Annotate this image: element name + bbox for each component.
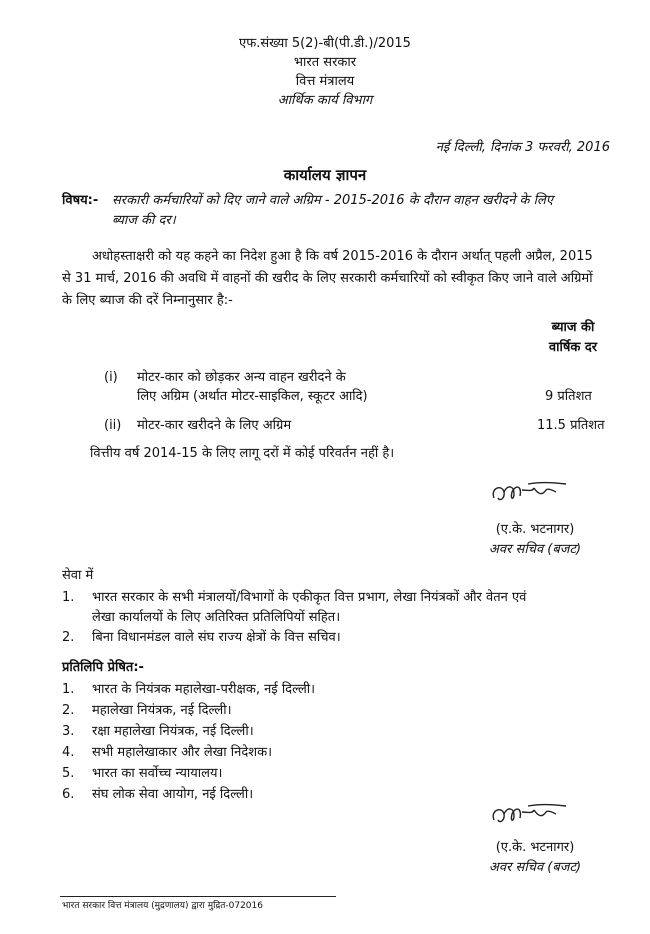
to-item-line-1: बिना विधानमंडल वाले संघ राज्य क्षेत्रों के वित्त सचिव। [92,630,341,645]
rate-item-line-2: लिए अग्रिम (अर्थात मोटर-साइकिल, स्कूटर आदि) [137,389,368,404]
copy-label: प्रतिलिपि प्रेषित:- [62,660,144,675]
rate-item-line-1: मोटर-कार को छोड़कर अन्य वाहन खरीदने के [137,370,346,385]
note-line: वित्तीय वर्ष 2014-15 के लिए लागू दरों में कोई परिवर्तन नहीं है। [90,446,395,461]
government-name: भारत सरकार [293,55,357,70]
copy-item-text: भारत का सर्वोच्च न्यायालय। [92,766,223,781]
copy-item-text: सभी महालेखाकार और लेखा निदेशक। [92,745,273,760]
signature-image [488,800,578,834]
signatory-name: (ए.के. भटनागर) [495,522,575,537]
copy-item-number: 6. [62,787,75,802]
copy-item-number: 4. [62,745,75,760]
copy-item-number: 5. [62,766,75,781]
copy-item-text: रक्षा महालेखा नियंत्रक, नई दिल्ली। [92,724,254,739]
copy-item-number: 1. [62,682,75,697]
to-item-line-2: लेखा कार्यालयों के लिए अतिरिक्त प्रतिलिपियों सहित। [92,610,341,625]
memo-title: कार्यालय ज्ञापन [283,166,367,184]
rate-item-number: (ii) [104,418,122,433]
paragraph-line-1: अधोहस्ताक्षरी को यह कहने का निदेश हुआ है कि वर्ष 2015-2016 के दौरान अर्थात् पहली अप्रैल, 2015 [92,249,593,264]
file-number: एफ.संख्या 5(2)-बी(पी.डी.)/2015 [239,36,411,51]
copy-item-text: संघ लोक सेवा आयोग, नई दिल्ली। [92,787,254,802]
paragraph-line-3: के लिए ब्याज की दरें निम्नानुसार है:- [62,293,233,308]
signatory-name: (ए.के. भटनागर) [495,840,575,855]
copy-item-number: 3. [62,724,75,739]
subject-line-2: ब्याज की दर। [112,213,176,228]
signature-image [488,478,578,512]
paragraph-line-2: से 31 मार्च, 2016 की अवधि में वाहनों की खरीद के लिए सरकारी कर्मचारियों को स्वीकृत किए जाने वाले अग्रिमों [62,271,593,286]
rate-item-value: 11.5 प्रतिशत [537,418,605,433]
signatory-designation: अवर सचिव (बजट) [488,860,582,875]
to-item-number: 1. [62,590,75,605]
to-label: सेवा में [62,568,94,583]
subject-line-1: सरकारी कर्मचारियों को दिए जाने वाले अग्रिम - 2015-2016 के दौरान वाहन खरीदने के लिए [112,193,554,208]
rate-item-number: (i) [104,370,118,385]
subject-label: विषय:- [62,193,99,208]
rate-header-line-2: वार्षिक दर [548,340,598,355]
department-name: आर्थिक कार्य विभाग [277,93,373,108]
signatory-designation: अवर सचिव (बजट) [488,542,582,557]
copy-item-text: महालेखा नियंत्रक, नई दिल्ली। [92,703,232,718]
copy-item-number: 2. [62,703,75,718]
footer-divider [60,896,336,897]
rate-item-value: 9 प्रतिशत [545,389,592,404]
copy-item-text: भारत के नियंत्रक महालेखा-परीक्षक, नई दिल्ली। [92,682,316,697]
to-item-line-1: भारत सरकार के सभी मंत्रालयों/विभागों के एकीकृत वित्त प्रभाग, लेखा नियंत्रकों और वेतन एवं [92,590,527,605]
rate-header-line-1: ब्याज की [551,320,595,335]
to-item-number: 2. [62,630,75,645]
rate-item-line-1: मोटर-कार खरीदने के लिए अग्रिम [137,418,292,433]
ministry-name: वित्त मंत्रालय [295,74,355,89]
place-date: नई दिल्ली, दिनांक 3 फरवरी, 2016 [435,140,610,155]
printer-line: भारत सरकार वित्त मंत्रालय (मुद्रणालय) द्वारा मुद्रित-072016 [62,901,263,911]
